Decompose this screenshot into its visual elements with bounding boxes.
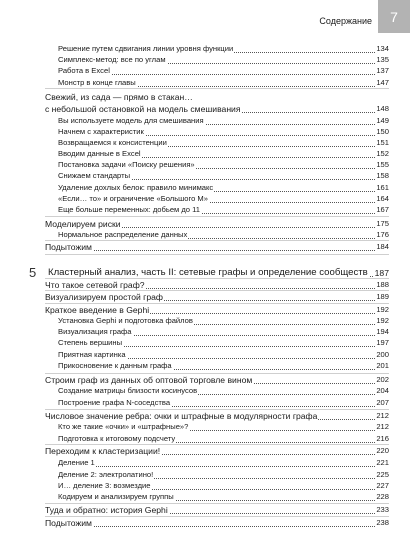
running-header-title: Содержание — [319, 16, 372, 26]
toc-entry[interactable] — [0, 361, 410, 371]
toc-entry[interactable] — [0, 411, 410, 421]
toc-entry-page: 189 — [376, 292, 389, 301]
toc-entry-title: Еще больше переменных: добьем до 11 — [58, 205, 201, 214]
toc-entry-page: 184 — [376, 242, 389, 251]
toc-entry-title: Прикосновение к данным графа — [58, 361, 172, 370]
toc-entry-title: Подытожим — [45, 242, 92, 252]
toc-entry-page: 197 — [376, 338, 389, 347]
toc-entry-page: 147 — [376, 78, 389, 87]
section-divider — [45, 278, 389, 279]
toc-entry-title: Снижаем стандарты — [58, 171, 131, 180]
toc-entry-page: 150 — [376, 127, 389, 136]
toc-entry-title: Степень вершины — [58, 338, 123, 347]
section-divider — [45, 240, 389, 241]
toc-entry[interactable] — [0, 55, 410, 65]
toc-entry[interactable] — [0, 194, 410, 204]
section-divider — [45, 290, 389, 291]
toc-entry-page: 216 — [376, 434, 389, 443]
toc-entry[interactable] — [0, 66, 410, 76]
section-divider — [45, 444, 389, 445]
toc-entry-page: 227 — [376, 481, 389, 490]
toc-entry-page: 238 — [376, 518, 389, 527]
toc-entry-title: Кластерный анализ, часть II: сетевые графы и определение сообществ — [48, 267, 368, 278]
toc-entry-title: Визуализация графа — [58, 327, 132, 336]
toc-entry-page: 201 — [376, 361, 389, 370]
toc-entry[interactable] — [0, 219, 410, 229]
toc-entry-page: 225 — [376, 470, 389, 479]
toc-entry-title: Подготовка к итоговому подсчету — [58, 434, 176, 443]
toc-entry-page: 192 — [376, 305, 389, 314]
toc-entry-page: 158 — [376, 171, 389, 180]
toc-entry-title: Работа в Excel — [58, 66, 110, 75]
toc-entry-title: Краткое введение в Gephi — [45, 305, 150, 315]
section-divider — [45, 216, 389, 217]
section-divider — [45, 409, 389, 410]
toc-entry-title: Деление 2: электролатино! — [58, 470, 154, 479]
toc-entry-page: 167 — [376, 205, 389, 214]
toc-entry[interactable] — [0, 78, 410, 88]
toc-entry-page: 134 — [376, 44, 389, 53]
toc-entry-page: 192 — [376, 316, 389, 325]
toc-entry-title: с небольшой остановкой на модель смешивания — [45, 104, 241, 114]
toc-chapter-number: 5 — [29, 265, 37, 280]
section-divider — [45, 373, 389, 374]
toc-entry[interactable] — [0, 481, 410, 491]
toc-entry[interactable] — [0, 470, 410, 480]
toc-entry-title: Переходим к кластеризации! — [45, 446, 161, 456]
toc-entry-page: 187 — [374, 268, 389, 278]
toc-entry-title: «Если… то» и ограничение «Большого M» — [58, 194, 208, 203]
toc-entry-page: 137 — [376, 66, 389, 75]
toc-entry-title: Монстр в конце главы — [58, 78, 136, 87]
page-number-tab — [378, 0, 410, 33]
toc-entry[interactable] — [0, 242, 410, 252]
toc-entry[interactable] — [0, 104, 410, 114]
toc-entry[interactable] — [0, 492, 410, 502]
toc-entry[interactable] — [0, 386, 410, 396]
toc-entry[interactable] — [0, 505, 410, 515]
toc-entry[interactable] — [0, 398, 410, 408]
toc-entry-title: Начнем с характеристик — [58, 127, 144, 136]
toc-entry[interactable] — [0, 292, 410, 302]
toc-entry[interactable] — [0, 116, 410, 126]
section-divider — [45, 503, 389, 504]
toc-entry[interactable] — [0, 160, 410, 170]
toc-entry[interactable] — [0, 183, 410, 193]
section-divider — [45, 88, 389, 89]
toc-entry-title: Симплекс-метод: все по углам — [58, 55, 166, 64]
toc-entry[interactable] — [0, 446, 410, 456]
toc-entry[interactable] — [0, 127, 410, 137]
toc-entry[interactable] — [0, 422, 410, 432]
toc-entry-page: 135 — [376, 55, 389, 64]
toc-entry-page: 221 — [376, 458, 389, 467]
toc-entry-title: Установка Gephi и подготовка файлов — [58, 316, 193, 325]
toc-entry-page: 161 — [376, 183, 389, 192]
toc-entry[interactable] — [0, 230, 410, 240]
dot-leader — [45, 250, 389, 251]
toc-entry-page: 220 — [376, 446, 389, 455]
toc-entry-page: 212 — [376, 411, 389, 420]
toc-entry-title: Моделируем риски — [45, 219, 121, 229]
toc-entry-title: И… деление 3: возмездие — [58, 481, 151, 490]
toc-entry-page: 202 — [376, 375, 389, 384]
toc-entry-page: 176 — [376, 230, 389, 239]
toc-entry-title: Построение графа N-соседства — [58, 398, 171, 407]
toc-entry[interactable] — [0, 205, 410, 215]
toc-entry-page: 204 — [376, 386, 389, 395]
toc-entry-title: Что такое сетевой граф? — [45, 280, 145, 290]
toc-entry-page: 151 — [376, 138, 389, 147]
toc-entry-page: 148 — [376, 104, 389, 113]
toc-entry-page: 188 — [376, 280, 389, 289]
dot-leader — [58, 466, 389, 467]
toc-entry-page: 155 — [376, 160, 389, 169]
toc-entry[interactable] — [0, 434, 410, 444]
toc-entry[interactable] — [0, 458, 410, 468]
toc-entry-page: 207 — [376, 398, 389, 407]
toc-entry-title: Деление 1 — [58, 458, 95, 467]
toc-entry[interactable] — [0, 149, 410, 159]
toc-entry[interactable] — [0, 316, 410, 326]
toc-entry-title: Удаление дохлых белок: правило минимакс — [58, 183, 214, 192]
toc-entry-page: 152 — [376, 149, 389, 158]
toc-entry[interactable] — [0, 92, 410, 102]
toc-entry[interactable] — [0, 375, 410, 385]
toc-entry[interactable] — [0, 350, 410, 360]
toc-entry[interactable] — [0, 327, 410, 337]
toc-entry[interactable] — [0, 338, 410, 348]
toc-entry-page: 194 — [376, 327, 389, 336]
toc-entry-page: 149 — [376, 116, 389, 125]
toc-entry-title: Визуализируем простой граф — [45, 292, 163, 302]
toc-entry-title: Кодируем и анализируем группы — [58, 492, 174, 501]
toc-entry-page: 175 — [376, 219, 389, 228]
toc-entry[interactable] — [0, 44, 410, 54]
section-divider — [45, 303, 389, 304]
toc-entry-page: 164 — [376, 194, 389, 203]
toc-entry-page: 200 — [376, 350, 389, 359]
toc-entry-page: 233 — [376, 505, 389, 514]
toc-entry[interactable] — [0, 138, 410, 148]
toc-entry[interactable] — [0, 171, 410, 181]
section-divider — [45, 516, 389, 517]
toc-entry-title: Приятная картинка — [58, 350, 126, 359]
toc-entry-title: Вы используете модель для смешивания — [58, 116, 204, 125]
toc-entry-title: Решение путем сдвигания линии уровня функции — [58, 44, 234, 53]
toc-entry[interactable] — [0, 518, 410, 528]
toc-entry-title: Кто же такие «очки» и «штрафные»? — [58, 422, 189, 431]
toc-entry-title: Создание матрицы близости косинусов — [58, 386, 198, 395]
toc-entry-title: Туда и обратно: история Gephi — [45, 505, 168, 515]
toc-entry-title: Постановка задачи «Поиску решения» — [58, 160, 195, 169]
toc-entry[interactable] — [0, 280, 410, 290]
toc-entry-title: Строим граф из данных об оптовой торговле вином — [45, 375, 253, 385]
toc-entry[interactable] — [0, 305, 410, 315]
toc-entry-title: Возвращаемся к консистенции — [58, 138, 167, 147]
toc-entry-title: Подытожим — [45, 518, 92, 528]
toc-entry-page: 212 — [376, 422, 389, 431]
toc-entry-page: 228 — [376, 492, 389, 501]
dot-leader — [45, 526, 389, 527]
page-number: 7 — [390, 8, 398, 25]
toc-entry-title: Числовое значение ребра: очки и штрафные в модулярности графа — [45, 411, 318, 421]
toc-entry-title: Вводим данные в Excel — [58, 149, 141, 158]
section-divider — [45, 254, 389, 255]
toc-entry-title: Нормальное распределение данных — [58, 230, 188, 239]
toc-entry-title: Свежий, из сада — прямо в стакан… — [45, 92, 193, 102]
